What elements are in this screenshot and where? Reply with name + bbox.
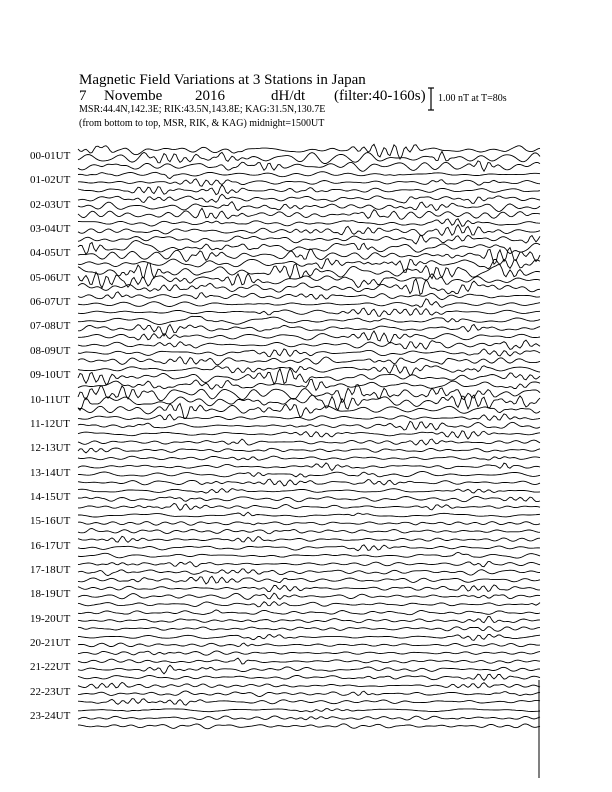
trace-kag	[78, 144, 540, 159]
chart-title: Magnetic Field Variations at 3 Stations in Japan	[79, 72, 366, 88]
quantity-label: dH/dt	[271, 88, 306, 104]
trace-msr	[78, 331, 540, 343]
hour-label: 15-16UT	[30, 515, 71, 528]
trace-msr	[78, 627, 540, 632]
date-day: 7	[79, 88, 87, 104]
trace-rik	[78, 545, 540, 551]
trace-kag	[78, 219, 540, 227]
hour-label: 05-06UT	[30, 271, 71, 284]
trace-kag	[78, 585, 540, 592]
hour-label: 09-10UT	[30, 369, 71, 382]
station-order-note: (from bottom to top, MSR, RIK, & KAG) midnight=1500UT	[79, 118, 325, 129]
trace-rik	[78, 496, 540, 501]
trace-kag	[78, 489, 540, 494]
trace-kag	[78, 439, 540, 445]
trace-rik	[78, 569, 540, 576]
hour-label: 14-15UT	[30, 490, 71, 503]
trace-kag	[78, 610, 540, 615]
trace-kag	[78, 385, 540, 403]
date-month: Novembe	[104, 88, 163, 104]
trace-msr	[78, 308, 540, 316]
trace-msr	[78, 235, 540, 244]
trace-rik	[78, 349, 540, 357]
trace-msr	[78, 456, 540, 460]
trace-msr	[78, 404, 540, 419]
trace-rik	[78, 665, 540, 674]
trace-msr	[78, 479, 540, 486]
scale-label: 1.00 nT at T=80s	[438, 93, 507, 104]
trace-kag	[78, 316, 540, 324]
filter-label: (filter:40-160s)	[334, 88, 426, 104]
trace-msr	[78, 208, 540, 219]
trace-rik	[78, 179, 540, 186]
hour-label: 01-02UT	[30, 174, 71, 187]
trace-rik	[78, 202, 540, 212]
trace-kag	[78, 263, 540, 279]
trace-rik	[78, 691, 540, 697]
trace-rik	[78, 395, 540, 410]
trace-rik	[78, 716, 540, 720]
hour-label: 20-21UT	[30, 637, 71, 649]
hour-label: 11-12UT	[30, 417, 70, 430]
trace-group	[78, 144, 540, 729]
trace-kag	[78, 682, 540, 688]
trace-rik	[78, 421, 540, 430]
trace-kag	[78, 658, 540, 664]
trace-msr	[78, 379, 540, 390]
trace-rik	[78, 472, 540, 478]
trace-msr	[78, 161, 540, 172]
trace-kag	[78, 562, 540, 567]
trace-msr	[78, 357, 540, 365]
hour-label: 23-24UT	[30, 710, 71, 723]
trace-msr	[78, 602, 540, 607]
hour-label: 07-08UT	[30, 320, 71, 333]
trace-kag	[78, 709, 540, 712]
trace-kag	[78, 365, 540, 376]
trace-msr	[78, 279, 540, 295]
trace-kag	[78, 194, 540, 203]
trace-msr	[78, 699, 540, 706]
hour-label: 21-22UT	[30, 661, 71, 674]
trace-msr	[78, 529, 540, 534]
hour-label: 12-13UT	[30, 442, 71, 455]
scale-bar	[428, 88, 434, 110]
trace-kag	[78, 172, 540, 179]
trace-rik	[78, 593, 540, 599]
hour-label: 08-09UT	[30, 344, 71, 357]
hour-label: 02-03UT	[30, 198, 71, 211]
hour-label: 19-20UT	[30, 612, 71, 625]
hour-label: 18-19UT	[30, 588, 71, 601]
trace-rik	[78, 299, 540, 308]
hour-label: 13-14UT	[30, 466, 71, 479]
trace-rik	[78, 225, 540, 236]
hour-label: 04-05UT	[30, 247, 71, 260]
trace-msr	[78, 431, 540, 439]
trace-kag	[78, 414, 540, 420]
hour-label: 00-01UT	[30, 150, 71, 162]
hour-label: 17-18UT	[30, 563, 71, 576]
trace-rik	[78, 643, 540, 647]
trace-kag	[78, 463, 540, 471]
hour-label: 03-04UT	[30, 223, 71, 236]
trace-msr	[78, 576, 540, 584]
hour-label: 16-17UT	[30, 539, 71, 552]
trace-msr	[78, 552, 540, 558]
hour-label: 22-23UT	[30, 685, 71, 698]
trace-rik	[78, 522, 540, 526]
trace-rik	[78, 325, 540, 336]
trace-kag	[78, 241, 540, 255]
hour-label: 06-07UT	[30, 296, 71, 309]
trace-kag	[78, 340, 540, 349]
trace-kag	[78, 635, 540, 641]
trace-rik	[78, 151, 540, 163]
hour-label: 10-11UT	[30, 393, 70, 406]
trace-kag	[78, 292, 540, 300]
trace-msr	[78, 724, 540, 729]
trace-kag	[78, 536, 540, 542]
trace-msr	[78, 503, 540, 510]
trace-msr	[78, 674, 540, 680]
date-year: 2016	[195, 88, 225, 104]
trace-msr	[78, 185, 540, 195]
trace-rik	[78, 448, 540, 453]
trace-kag	[78, 512, 540, 517]
trace-rik	[78, 617, 540, 623]
trace-msr	[78, 651, 540, 655]
station-coordinates: MSR:44.4N,142.3E; RIK:43.5N,143.8E; KAG:31.5N,130.7E	[79, 104, 326, 115]
